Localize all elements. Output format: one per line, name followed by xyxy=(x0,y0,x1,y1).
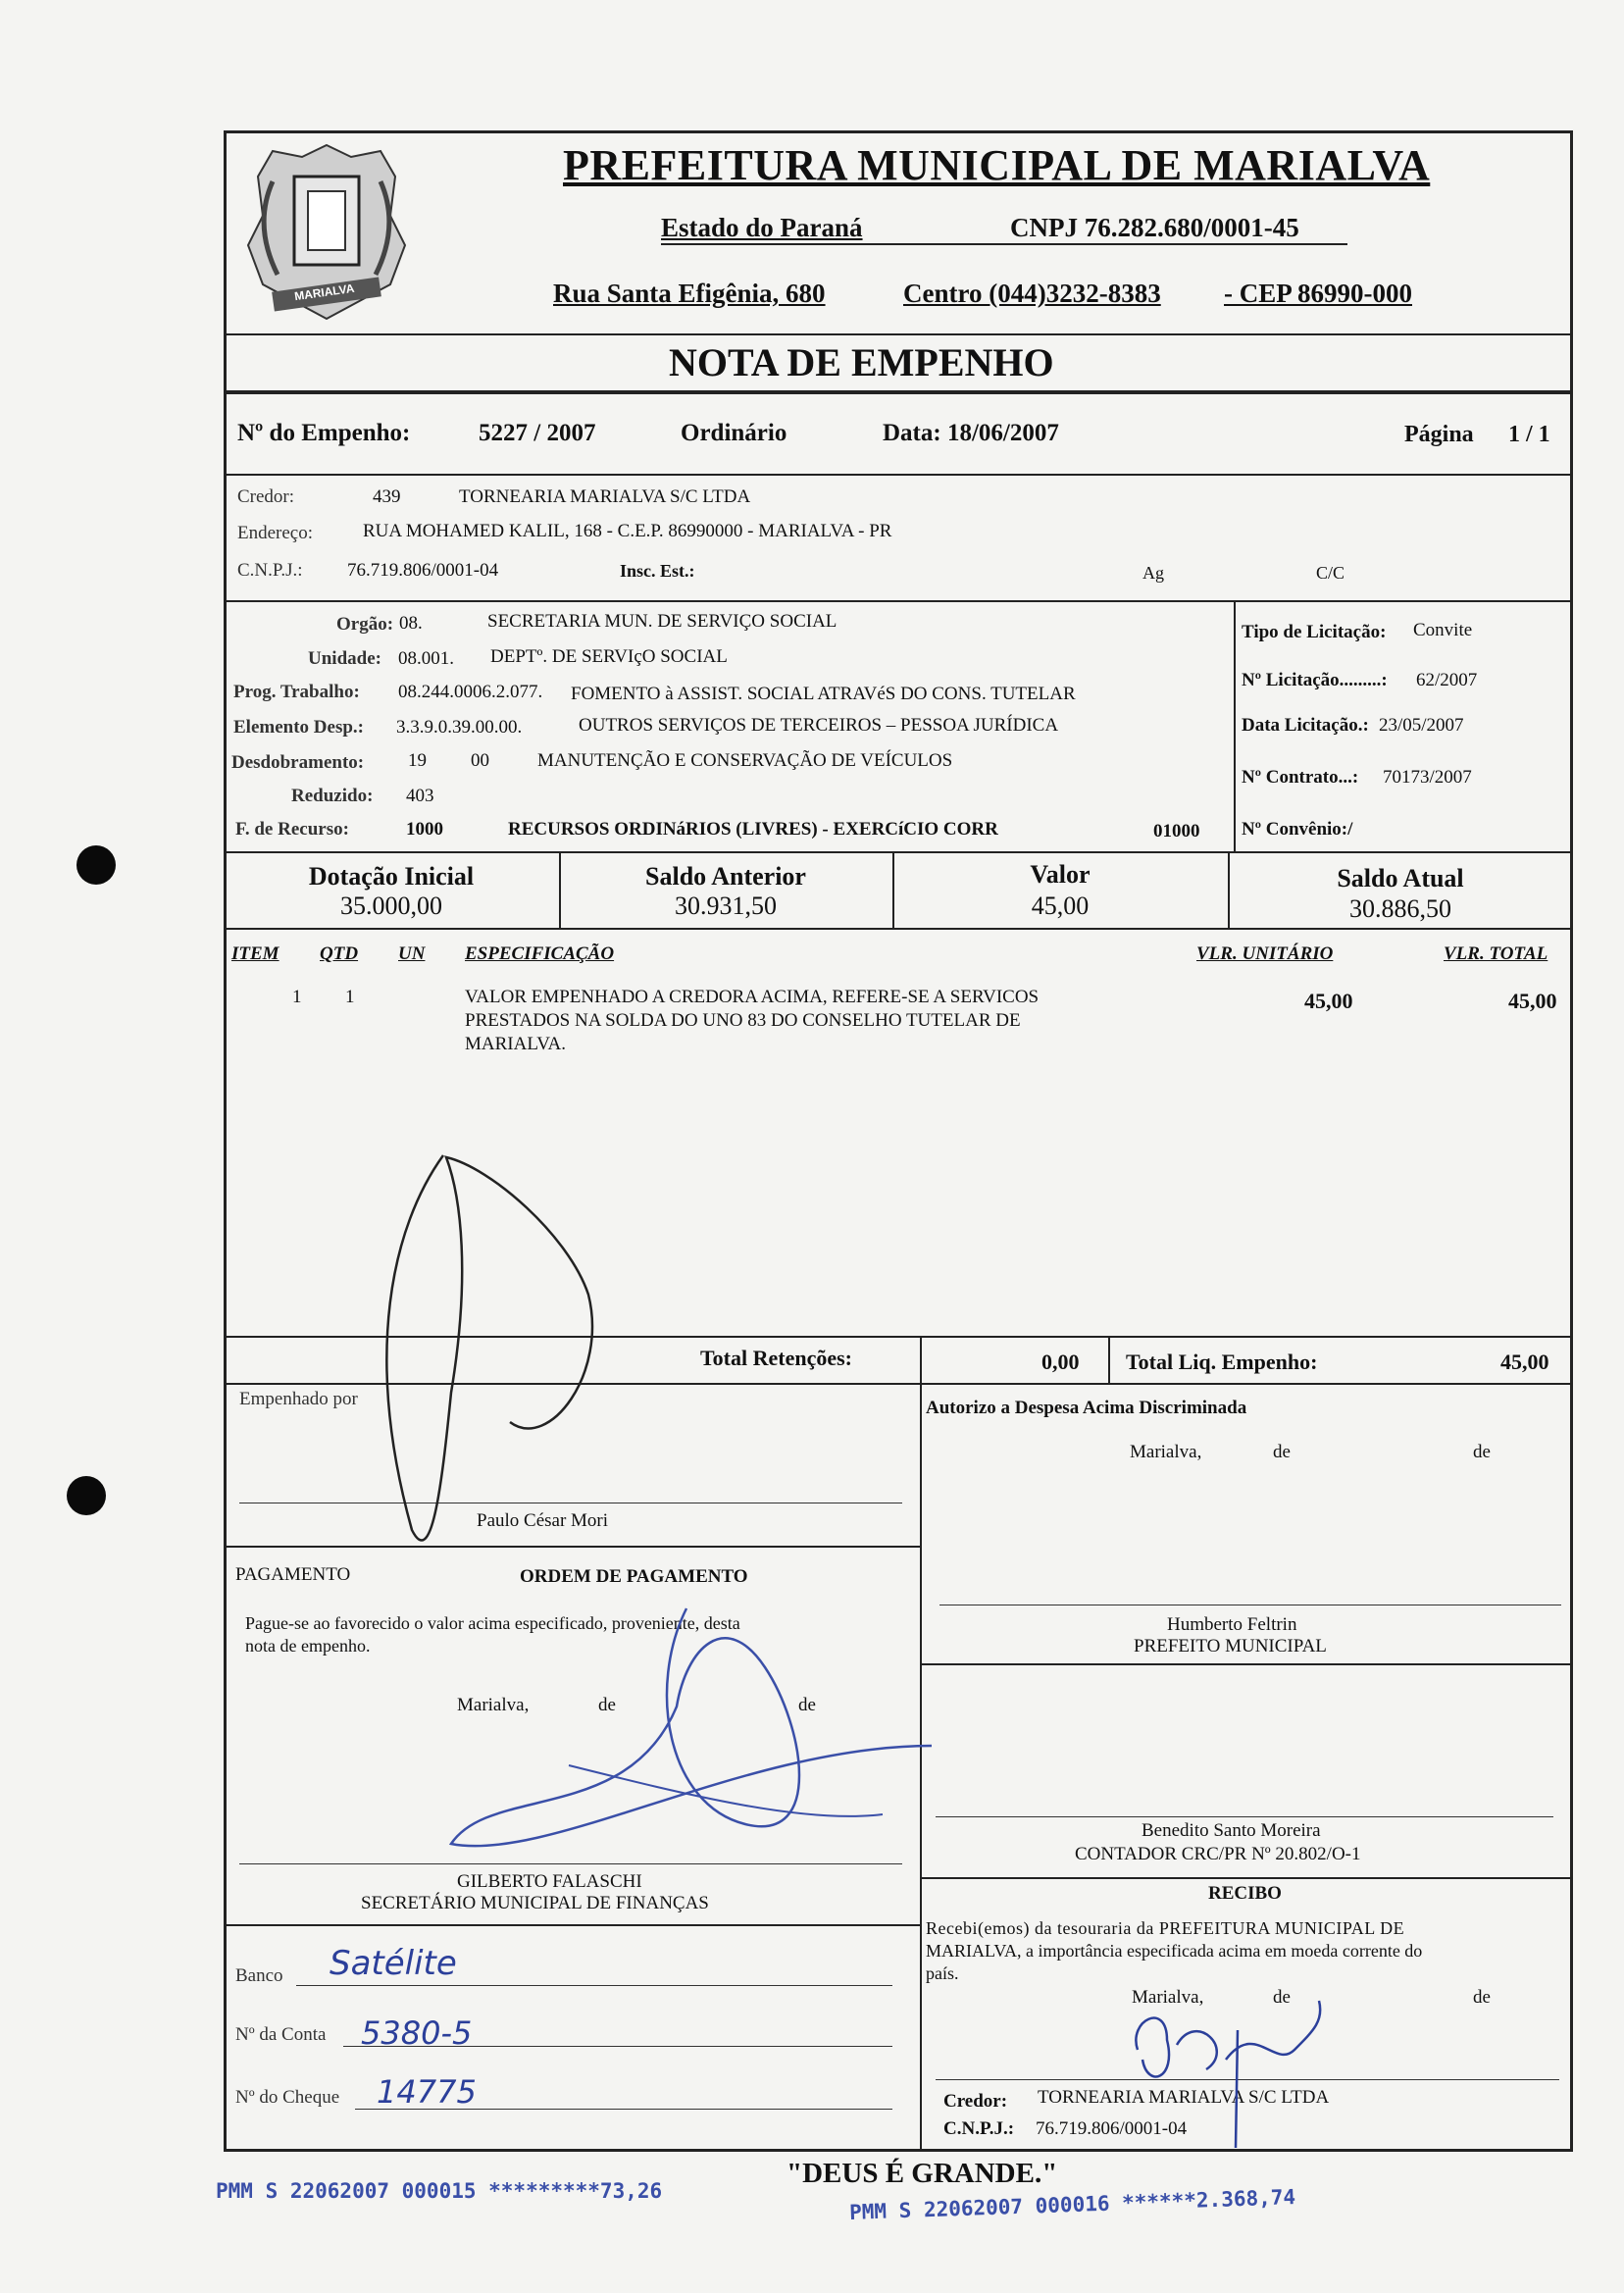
elemento-code: 3.3.9.0.39.00.00. xyxy=(396,717,523,738)
pagamento-text-line2: nota de empenho. xyxy=(245,1636,371,1656)
valor-label: Valor xyxy=(1030,860,1091,889)
col-vlr-total: VLR. TOTAL xyxy=(1444,943,1548,964)
prefeito-name: Humberto Feltrin xyxy=(1167,1614,1297,1635)
recurso-value: RECURSOS ORDINáRIOS (LIVRES) - EXERCíCIO CORR xyxy=(508,819,998,840)
seal-ribbon-text: MARIALVA xyxy=(293,280,356,304)
footer-motto: "DEUS É GRANDE." xyxy=(787,2158,1058,2189)
insc-label: Insc. Est.: xyxy=(620,561,695,581)
header-title: PREFEITURA MUNICIPAL DE MARIALVA xyxy=(563,141,1431,189)
secretario-name: GILBERTO FALASCHI xyxy=(457,1871,642,1892)
empenho-type: Ordinário xyxy=(681,420,787,446)
bank-stamp-1: PMM S 22062007 000015 *********73,26 xyxy=(216,2179,663,2203)
recibo-text-line2: MARIALVA, a importância especificada acima em moeda corrente do xyxy=(926,1941,1423,1961)
credor-code: 439 xyxy=(373,486,401,507)
empenhado-label: Empenhado por xyxy=(239,1389,358,1409)
item-vlr-total: 45,00 xyxy=(1508,989,1557,1013)
licitacao-tipo-value: Convite xyxy=(1413,620,1473,640)
prefeito-role: PREFEITO MUNICIPAL xyxy=(1134,1636,1327,1656)
valor-value: 45,00 xyxy=(1031,892,1090,920)
licitacao-tipo-label: Tipo de Licitação: xyxy=(1242,622,1387,642)
bank-stamp-2: PMM S 22062007 000016 ******2.368,74 xyxy=(848,2185,1296,2224)
empenho-label: Nº do Empenho: xyxy=(237,420,411,446)
recibo-cnpj-value: 76.719.806/0001-04 xyxy=(1036,2118,1188,2139)
item-qtd: 1 xyxy=(345,987,355,1007)
licitacao-num-label: Nº Licitação.........: xyxy=(1242,670,1388,690)
cc-label: C/C xyxy=(1316,563,1345,583)
empenhado-name: Paulo César Mori xyxy=(477,1510,609,1531)
col-qtd: QTD xyxy=(320,943,359,964)
pagamento-de1: de xyxy=(598,1695,616,1715)
dotacao-inicial-label: Dotação Inicial xyxy=(308,862,475,891)
licitacao-num-value: 62/2007 xyxy=(1416,670,1478,690)
contrato-value: 70173/2007 xyxy=(1383,767,1472,788)
elemento-value: OUTROS SERVIÇOS DE TERCEIROS – PESSOA JURÍDICA xyxy=(579,715,1059,736)
secretario-role: SECRETÁRIO MUNICIPAL DE FINANÇAS xyxy=(361,1893,709,1913)
conta-value: 5380-5 xyxy=(361,2014,473,2052)
prog-value: FOMENTO à ASSIST. SOCIAL ATRAVéS DO CONS. TUTELAR xyxy=(571,684,1076,704)
desdobramento-value: MANUTENÇÃO E CONSERVAÇÃO DE VEÍCULOS xyxy=(537,750,953,771)
total-liq-value: 45,00 xyxy=(1500,1350,1549,1374)
pagamento-place: Marialva, xyxy=(457,1695,530,1715)
contrato-label: Nº Contrato...: xyxy=(1242,767,1359,788)
item-especificacao-line2: PRESTADOS NA SOLDA DO UNO 83 DO CONSELHO TUTELAR DE xyxy=(465,1010,1021,1031)
saldo-anterior-label: Saldo Anterior xyxy=(645,862,806,891)
doc-title: NOTA DE EMPENHO xyxy=(669,340,1054,384)
reduzido-label: Reduzido: xyxy=(291,786,374,806)
credor-cnpj-label: C.N.P.J.: xyxy=(237,560,303,581)
credor-cnpj: 76.719.806/0001-04 xyxy=(347,560,499,581)
recibo-credor-value: TORNEARIA MARIALVA S/C LTDA xyxy=(1038,2087,1330,2108)
licitacao-data-label: Data Licitação.: xyxy=(1242,715,1369,736)
item-number: 1 xyxy=(292,987,302,1007)
recibo-de1: de xyxy=(1273,1987,1291,2008)
pagamento-de2: de xyxy=(798,1695,816,1715)
page-label: Página xyxy=(1404,422,1474,447)
orgao-label: Orgão: xyxy=(336,614,394,635)
header-phone: Centro (044)3232-8383 xyxy=(903,279,1161,308)
total-retencoes-label: Total Retenções: xyxy=(700,1346,852,1370)
elemento-label: Elemento Desp.: xyxy=(233,717,364,738)
recibo-text-line3: país. xyxy=(926,1963,959,1983)
autorizo-place: Marialva, xyxy=(1130,1442,1202,1462)
saldo-atual-label: Saldo Atual xyxy=(1337,864,1464,892)
cheque-value: 14775 xyxy=(377,2073,477,2111)
saldo-atual-value: 30.886,50 xyxy=(1349,894,1451,923)
recibo-text-line1: Recebi(emos) da tesouraria da PREFEITURA MUNICIPAL DE xyxy=(926,1918,1405,1938)
recibo-title: RECIBO xyxy=(1208,1883,1282,1904)
desdobramento-label: Desdobramento: xyxy=(231,752,365,773)
cheque-label: Nº do Cheque xyxy=(235,2087,340,2108)
prog-label: Prog. Trabalho: xyxy=(233,682,360,702)
credor-label: Credor: xyxy=(237,486,295,507)
item-vlr-unitario: 45,00 xyxy=(1304,989,1353,1013)
pagamento-label: PAGAMENTO xyxy=(235,1564,351,1585)
item-especificacao-line1: VALOR EMPENHADO A CREDORA ACIMA, REFERE-SE A SERVICOS xyxy=(465,987,1040,1007)
empenho-number: 5227 / 2007 xyxy=(479,420,596,446)
col-item: ITEM xyxy=(231,943,279,964)
ag-label: Ag xyxy=(1142,563,1164,583)
contador-role: CONTADOR CRC/PR Nº 20.802/O-1 xyxy=(1075,1844,1361,1864)
header-cnpj: CNPJ 76.282.680/0001-45 xyxy=(1010,213,1299,242)
recurso-num: 01000 xyxy=(1153,821,1200,841)
item-especificacao-line3: MARIALVA. xyxy=(465,1034,566,1054)
header-state: Estado do Paraná xyxy=(661,213,863,242)
credor-name: TORNEARIA MARIALVA S/C LTDA xyxy=(459,486,751,507)
recibo-cnpj-label: C.N.P.J.: xyxy=(943,2118,1015,2139)
header-cep: - CEP 86990-000 xyxy=(1224,279,1412,308)
orgao-code: 08. xyxy=(399,613,423,634)
banco-value: Satélite xyxy=(330,1944,457,1983)
total-liq-label: Total Liq. Empenho: xyxy=(1126,1350,1318,1374)
orgao-value: SECRETARIA MUN. DE SERVIÇO SOCIAL xyxy=(487,611,837,632)
unidade-value: DEPTº. DE SERVIçO SOCIAL xyxy=(490,646,728,667)
recurso-code: 1000 xyxy=(406,819,443,840)
desdobramento-a: 19 xyxy=(408,750,427,771)
saldo-anterior-value: 30.931,50 xyxy=(675,892,777,920)
ordem-pagamento-label: ORDEM DE PAGAMENTO xyxy=(520,1566,748,1587)
col-vlr-unitario: VLR. UNITÁRIO xyxy=(1196,943,1334,964)
prog-code: 08.244.0006.2.077. xyxy=(398,682,543,702)
unidade-code: 08.001. xyxy=(398,648,454,669)
contador-name: Benedito Santo Moreira xyxy=(1142,1820,1321,1841)
autorizo-de2: de xyxy=(1473,1442,1491,1462)
autorizo-de1: de xyxy=(1273,1442,1291,1462)
convenio-label: Nº Convênio:/ xyxy=(1242,819,1353,840)
reduzido-value: 403 xyxy=(406,786,434,806)
col-un: UN xyxy=(398,943,426,964)
unidade-label: Unidade: xyxy=(308,648,381,669)
licitacao-data-value: 23/05/2007 xyxy=(1379,715,1464,736)
desdobramento-b: 00 xyxy=(471,750,489,771)
autorizo-label: Autorizo a Despesa Acima Discriminada xyxy=(926,1398,1247,1418)
empenho-date: Data: 18/06/2007 xyxy=(883,420,1059,446)
conta-label: Nº da Conta xyxy=(235,2024,327,2045)
recurso-label: F. de Recurso: xyxy=(235,819,349,840)
pagamento-text-line1: Pague-se ao favorecido o valor acima especificado, proveniente, desta xyxy=(245,1613,740,1633)
banco-label: Banco xyxy=(235,1965,283,1986)
recibo-credor-label: Credor: xyxy=(943,2091,1008,2112)
total-retencoes-value: 0,00 xyxy=(1041,1350,1080,1374)
endereco-value: RUA MOHAMED KALIL, 168 - C.E.P. 86990000 - MARIALVA - PR xyxy=(363,521,892,541)
dotacao-inicial-value: 35.000,00 xyxy=(340,892,442,920)
endereco-label: Endereço: xyxy=(237,523,314,543)
page-number: 1 / 1 xyxy=(1508,422,1550,447)
col-especificacao: ESPECIFICAÇÃO xyxy=(465,943,615,964)
header-address: Rua Santa Efigênia, 680 xyxy=(553,279,826,308)
recibo-place: Marialva, xyxy=(1132,1987,1204,2008)
recibo-de2: de xyxy=(1473,1987,1491,2008)
